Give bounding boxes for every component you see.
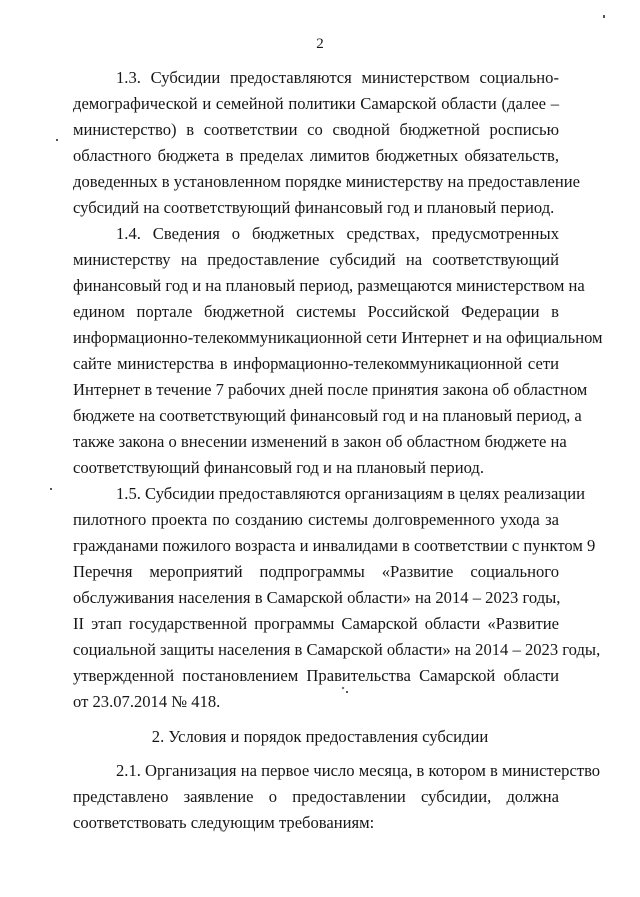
text-line: II этап государственной программы Самарской области «Развитие [73,614,559,633]
text-line: пилотного проекта по созданию системы долговременного ухода за [73,510,559,529]
text-line: представлено заявление о предоставлении субсидии, должна [73,787,559,806]
scan-speck [603,15,605,18]
text-line: обслуживания населения в Самарской области» на 2014 – 2023 годы, [73,588,561,607]
text-line: информационно-телекоммуникационной сети Интернет и на официальном [73,328,603,347]
scan-speck [342,687,345,690]
text-line: 1.3. Субсидии предоставляются министерством социально- [116,68,559,87]
text-line: финансовый год и на плановый период, размещаются министерством на [73,276,585,295]
text-line: сайте министерства в информационно-телекоммуникационной сети [73,354,559,373]
section-heading: 2. Условия и порядок предоставления субсидии [151,727,489,746]
scan-speck [50,488,52,490]
text-line: бюджете на соответствующий финансовый год и на плановый период, а [73,406,582,425]
text-line: 1.4. Сведения о бюджетных средствах, предусмотренных [116,224,559,243]
page-number: 2 [316,36,324,52]
text-line: социальной защиты населения в Самарской области» на 2014 – 2023 годы, [73,640,601,659]
text-line: областного бюджета в пределах лимитов бюджетных обязательств, [73,146,559,165]
text-line: демографической и семейной политики Самарской области (далее – [73,94,559,113]
text-line: едином портале бюджетной системы Российской Федерации в [73,302,559,321]
text-line: 1.5. Субсидии предоставляются организациям в целях реализации [116,484,585,503]
text-line: соответствовать следующим требованиям: [73,813,375,832]
text-line: от 23.07.2014 № 418. [73,692,221,711]
text-line: утвержденной постановлением Правительства Самарской области [73,666,559,685]
text-line: гражданами пожилого возраста и инвалидами в соответствии с пунктом 9 [73,536,596,555]
text-line: 2.1. Организация на первое число месяца, в котором в министерство [116,761,601,780]
text-line: субсидий на соответствующий финансовый год и плановый период. [73,198,555,217]
text-line: также закона о внесении изменений в закон об областном бюджете на [73,432,567,451]
text-line: соответствующий финансовый год и на плановый период. [73,458,485,477]
text-line: доведенных в установленном порядке министерству на предоставление [73,172,580,191]
text-line: министерству на предоставление субсидий на соответствующий [73,250,559,269]
text-line: Интернет в течение 7 рабочих дней после принятия закона об областном [73,380,588,399]
text-line: министерство) в соответствии со сводной бюджетной росписью [73,120,559,139]
scan-speck [56,139,58,141]
text-line: Перечня мероприятий подпрограммы «Развитие социального [73,562,559,581]
scan-speck [346,691,348,693]
